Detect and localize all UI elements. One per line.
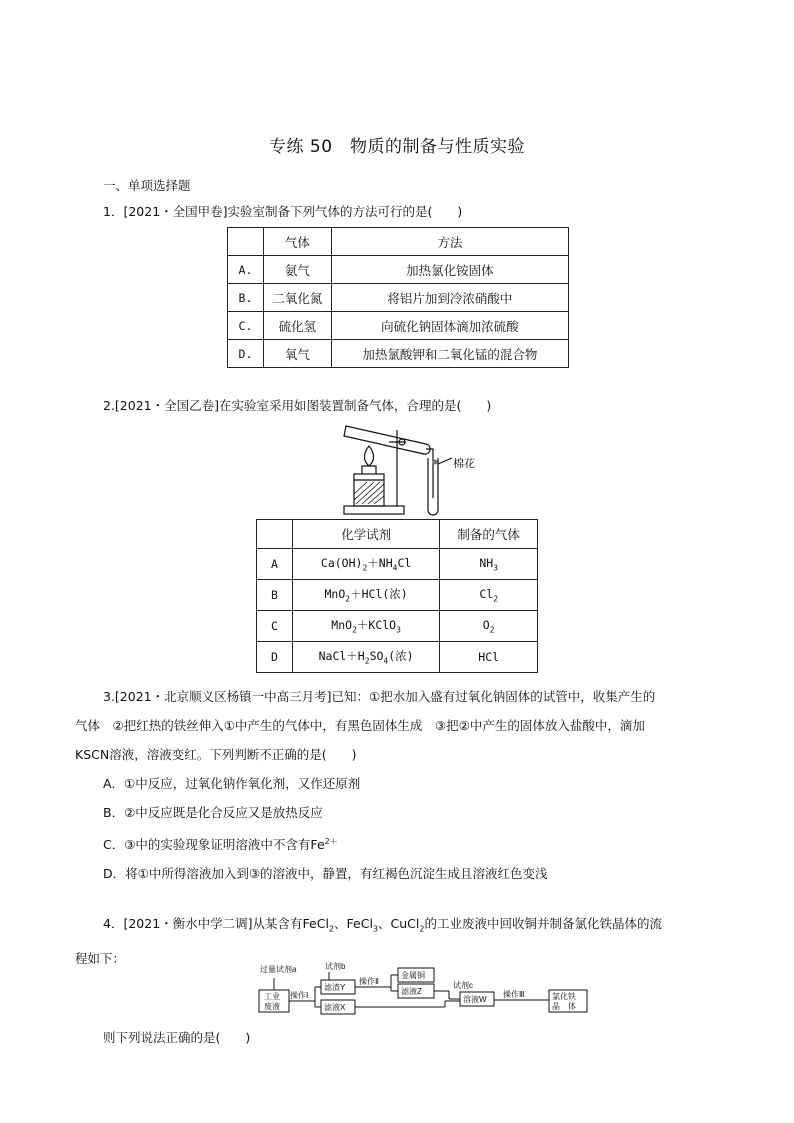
flow-labels xyxy=(260,961,576,1012)
q2-header-cell: 制备的气体 xyxy=(440,520,538,549)
table-row xyxy=(228,312,569,340)
table-cell: 氨气 xyxy=(263,256,331,284)
q1-stem: 1．[2021・全国甲卷]实验室制备下列气体的方法可行的是( ) xyxy=(103,204,463,219)
gas-cell: HCl xyxy=(440,642,538,673)
table-row xyxy=(257,580,538,611)
table-cell: 将铝片加到冷浓硝酸中 xyxy=(331,284,568,312)
svg-text:晶 体: 晶 体 xyxy=(552,1002,576,1011)
q3-option-b: B．②中反应既是化合反应又是放热反应 xyxy=(103,805,323,820)
q3-option-c: C．③中的实验现象证明溶液中不含有$Fe^{2+}$ xyxy=(103,837,338,853)
q1-table xyxy=(227,227,569,368)
reagent-cell: $NaCl+H_2SO_4$(浓) xyxy=(292,642,440,673)
svg-text:金属铜: 金属铜 xyxy=(401,971,425,980)
svg-text:滤渣Y: 滤渣Y xyxy=(324,983,346,992)
svg-text:试剂c: 试剂c xyxy=(453,981,473,990)
table-row xyxy=(257,642,538,673)
table-cell: 硫化氢 xyxy=(263,312,331,340)
q1-header-cell xyxy=(228,228,264,256)
table-cell: 氧气 xyxy=(263,340,331,368)
table-row xyxy=(228,284,569,312)
q3-line3: KSCN溶液，溶液变红。下列判断不正确的是( ) xyxy=(75,747,357,762)
q3-line1: 3.[2021・北京顺义区杨镇一中高三月考]已知：①把水加入盛有过氧化钠固体的试管中，收集产生的 xyxy=(103,689,656,704)
q1-header-cell: 方法 xyxy=(331,228,568,256)
svg-text:操作Ⅰ: 操作Ⅰ xyxy=(290,991,309,1000)
option-letter: C xyxy=(257,611,293,642)
q3-option-a: A．①中反应，过氧化钠作氧化剂，又作还原剂 xyxy=(103,776,361,791)
q2-header-cell xyxy=(257,520,293,549)
test-tube xyxy=(344,426,430,454)
delivery-tube xyxy=(426,449,433,498)
flame xyxy=(364,446,373,466)
gas-cell: $Cl_2$ xyxy=(440,580,538,611)
svg-text:溶液W: 溶液W xyxy=(463,995,487,1004)
option-letter: C. xyxy=(228,312,264,340)
table-row xyxy=(257,611,538,642)
table-row xyxy=(228,256,569,284)
svg-text:过量试剂a: 过量试剂a xyxy=(260,965,297,974)
svg-text:废液: 废液 xyxy=(264,1002,280,1011)
table-cell: 加热氯化铵固体 xyxy=(331,256,568,284)
q3-block xyxy=(75,682,725,888)
table-cell: 向硫化钠固体滴加浓硫酸 xyxy=(331,312,568,340)
reagent-cell: MnO$_2$＋HCl(浓) xyxy=(292,580,440,611)
gas-cell: $NH_3$ xyxy=(440,549,538,580)
gas-cell: $O_2$ xyxy=(440,611,538,642)
q4-follow: 则下列说法正确的是( ) xyxy=(103,1030,251,1045)
option-letter: D. xyxy=(228,340,264,368)
section-heading: 一、单项选择题 xyxy=(103,178,191,193)
stand-base xyxy=(344,506,404,514)
q2-stem: 2.[2021・全国乙卷]在实验室采用如图装置制备气体，合理的是( ) xyxy=(103,398,492,413)
option-letter: B. xyxy=(228,284,264,312)
svg-text:操作Ⅲ: 操作Ⅲ xyxy=(503,990,525,999)
cotton-label: 棉花 xyxy=(453,457,475,470)
reagent-cell: MnO$_2$＋KClO$_3$ xyxy=(292,611,440,642)
svg-text:滤液Z: 滤液Z xyxy=(401,987,422,996)
svg-text:试剂b: 试剂b xyxy=(325,962,346,971)
option-letter: B xyxy=(257,580,293,611)
option-letter: A xyxy=(257,549,293,580)
table-cell: 二氧化氮 xyxy=(263,284,331,312)
q3-option-d: D．将①中所得溶液加入到③的溶液中，静置，有红褐色沉淀生成且溶液红色变浅 xyxy=(103,866,548,882)
option-letter: D xyxy=(257,642,293,673)
reagent-cell: $Ca(OH)_2+NH_4Cl$ xyxy=(292,549,440,580)
q4-stem: 4．[2021・衡水中学二调]从某含有FeCl$_2$、FeCl$_3$、CuCl$_2$的工业废液中回收铜并制备氯化铁晶体的流 程如下： xyxy=(75,916,662,966)
page-title: 专练 50 物质的制备与性质实验 xyxy=(268,137,526,157)
q2-table xyxy=(256,519,538,673)
q2-header-cell: 化学试剂 xyxy=(292,520,440,549)
svg-text:工业: 工业 xyxy=(264,992,280,1001)
table-cell: 加热氯酸钾和二氧化锰的混合物 xyxy=(331,340,568,368)
q3-line2: 气体 ②把红热的铁丝伸入①中产生的气体中，有黑色固体生成 ③把②中产生的固体放入盐酸中，滴加 xyxy=(75,718,645,733)
option-letter: A. xyxy=(228,256,264,284)
table-row xyxy=(257,549,538,580)
flowchart xyxy=(255,960,595,1020)
table-row xyxy=(228,340,569,368)
svg-text:操作Ⅱ: 操作Ⅱ xyxy=(359,977,379,986)
q1-header-cell: 气体 xyxy=(263,228,331,256)
svg-text:滤液X: 滤液X xyxy=(324,1003,346,1012)
svg-text:氯化铁: 氯化铁 xyxy=(552,992,576,1001)
